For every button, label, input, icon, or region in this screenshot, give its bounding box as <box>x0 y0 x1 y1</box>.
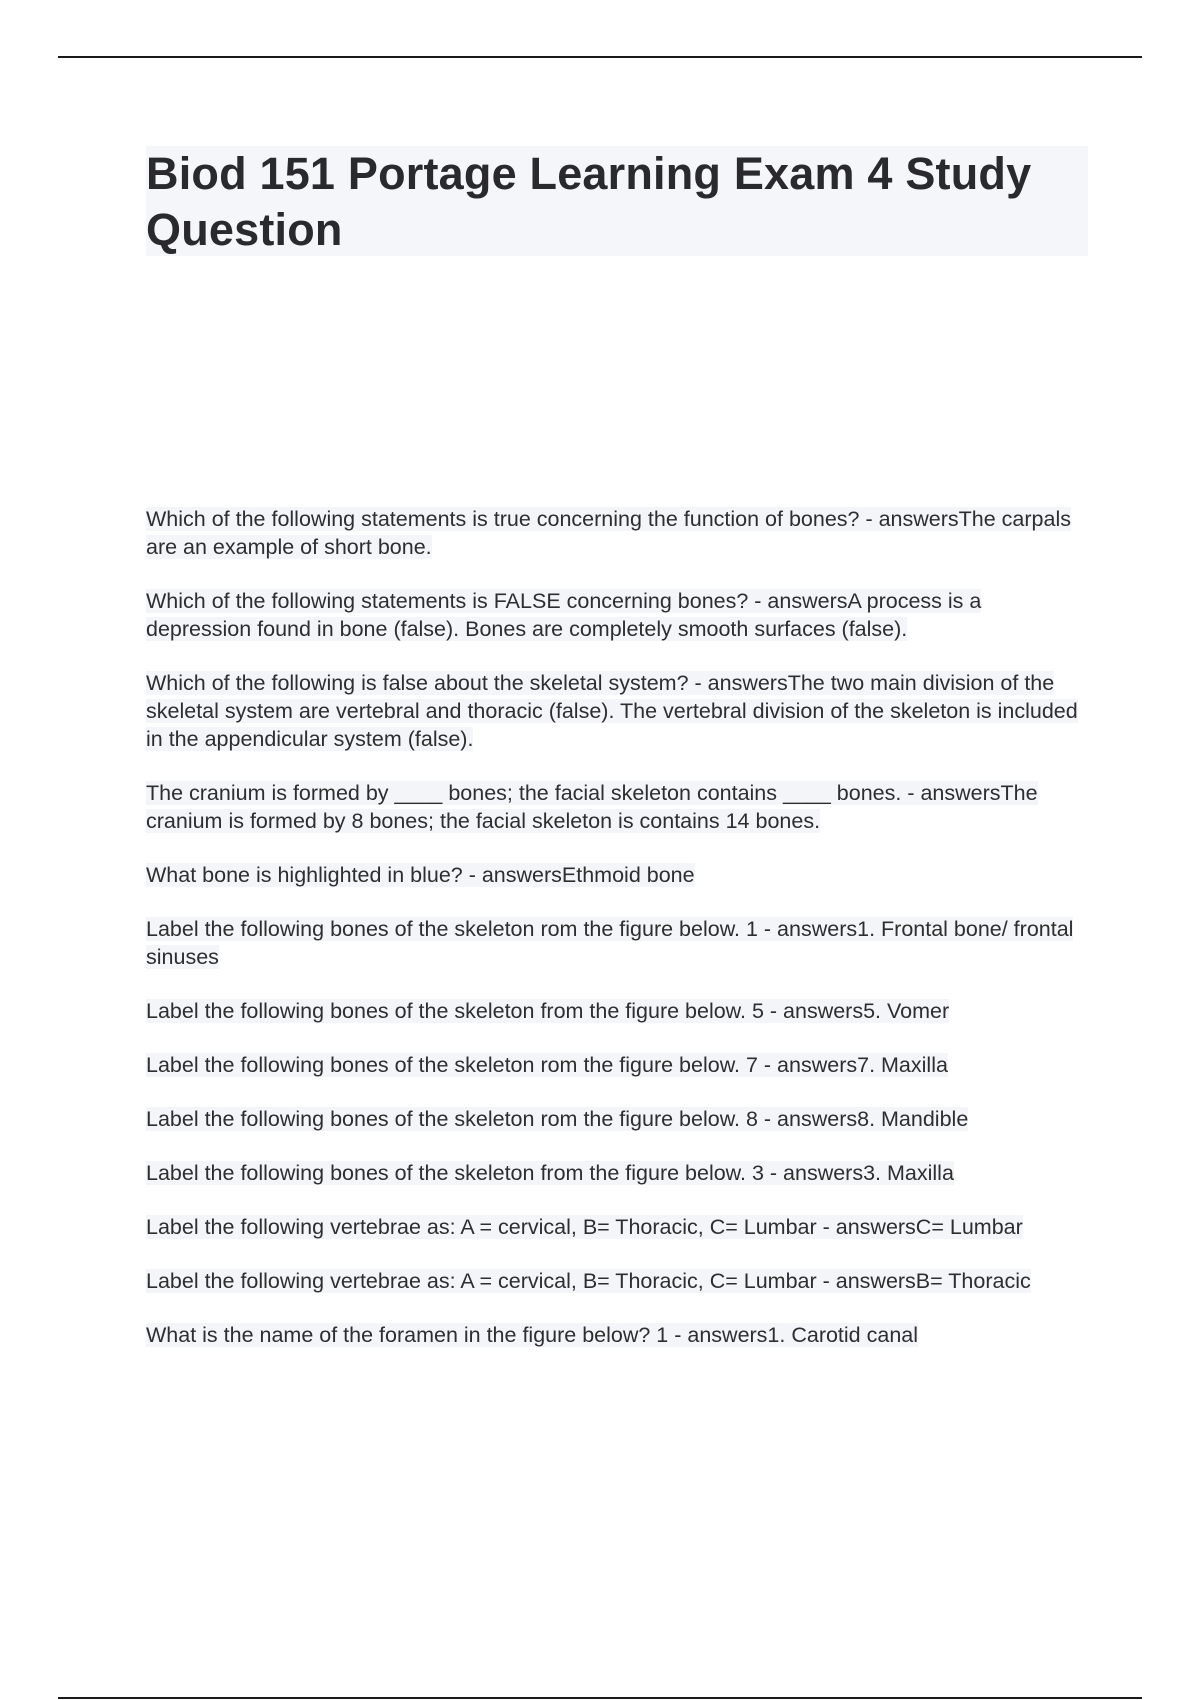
qa-item <box>146 1321 1091 1349</box>
qa-item <box>146 779 1091 835</box>
qa-text: Label the following bones of the skeleton from the figure below. 5 - answers5. Vomer <box>146 999 950 1023</box>
qa-text: Label the following bones of the skeleton rom the figure below. 1 - answers1. Frontal bone/ frontal sinuses <box>146 917 1074 969</box>
footer-rule <box>58 1697 1142 1699</box>
qa-item <box>146 1159 1091 1187</box>
qa-item <box>146 505 1091 561</box>
qa-text: Label the following bones of the skeleton from the figure below. 3 - answers3. Maxilla <box>146 1161 954 1185</box>
qa-item <box>146 1267 1091 1295</box>
qa-text: Which of the following is false about the skeletal system? - answersThe two main division of the skeletal system are vertebral and thoracic (false). The vertebral division of the skeleton is included in the appendicular system (false). <box>146 671 1078 751</box>
qa-text: Label the following vertebrae as: A = cervical, B= Thoracic, C= Lumbar - answersC= Lumbar <box>146 1215 1023 1239</box>
qa-item <box>146 1051 1091 1079</box>
qa-text: The cranium is formed by ____ bones; the facial skeleton contains ____ bones. - answersThe cranium is formed by 8 bones; the facial skeleton is contains 14 bones. <box>146 781 1038 833</box>
qa-text: Which of the following statements is FALSE concerning bones? - answersA process is a depression found in bone (false). Bones are completely smooth surfaces (false). <box>146 589 982 641</box>
qa-item <box>146 915 1091 971</box>
qa-text: Which of the following statements is true concerning the function of bones? - answersThe carpals are an example of short bone. <box>146 507 1071 559</box>
qa-text: Label the following vertebrae as: A = cervical, B= Thoracic, C= Lumbar - answersB= Thoracic <box>146 1269 1031 1293</box>
qa-text: Label the following bones of the skeleton rom the figure below. 8 - answers8. Mandible <box>146 1107 969 1131</box>
qa-item <box>146 861 1091 889</box>
qa-text: Label the following bones of the skeleton rom the figure below. 7 - answers7. Maxilla <box>146 1053 948 1077</box>
question-answer-list <box>146 505 1091 1375</box>
qa-item <box>146 1105 1091 1133</box>
qa-item <box>146 997 1091 1025</box>
qa-item <box>146 587 1091 643</box>
header-rule <box>58 56 1142 58</box>
title-box <box>146 146 1088 256</box>
qa-item <box>146 1213 1091 1241</box>
qa-text: What is the name of the foramen in the figure below? 1 - answers1. Carotid canal <box>146 1323 919 1347</box>
qa-item <box>146 669 1091 753</box>
document-title: Biod 151 Portage Learning Exam 4 Study Question <box>146 148 1032 255</box>
qa-text: What bone is highlighted in blue? - answersEthmoid bone <box>146 863 695 887</box>
